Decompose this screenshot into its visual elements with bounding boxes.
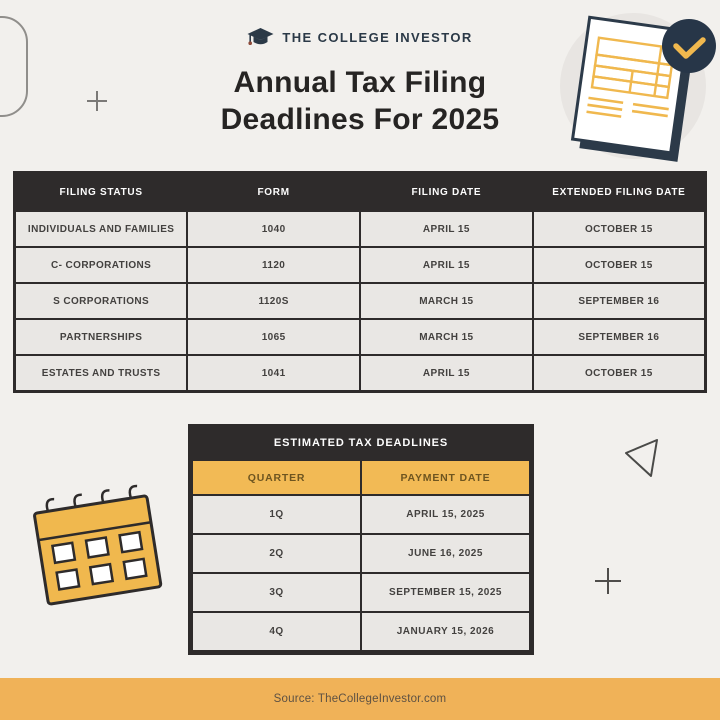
calendar-icon [22, 476, 182, 608]
table-cell: APRIL 15, 2025 [361, 495, 530, 534]
table-body [15, 211, 706, 392]
column-header: QUARTER [192, 460, 361, 495]
table-cell: 2Q [192, 534, 361, 573]
page-title-line1: Annual Tax Filing [233, 66, 487, 99]
estimated-tax-title: ESTIMATED TAX DEADLINES [273, 437, 449, 449]
table-cell: APRIL 15 [360, 211, 533, 247]
table-cell: OCTOBER 15 [533, 247, 706, 283]
table-cell: 4Q [192, 612, 361, 651]
table-cell: 1041 [187, 355, 360, 392]
table-row [192, 495, 530, 534]
table-cell: SEPTEMBER 16 [533, 283, 706, 319]
table-cell: MARCH 15 [360, 319, 533, 355]
column-header: FILING DATE [360, 173, 533, 212]
table-cell: PARTNERSHIPS [15, 319, 188, 355]
column-header: PAYMENT DATE [361, 460, 530, 495]
table-cell: SEPTEMBER 16 [533, 319, 706, 355]
table-cell: 1120 [187, 247, 360, 283]
table-header [15, 173, 706, 212]
column-header: FORM [187, 173, 360, 212]
table-cell: C- CORPORATIONS [15, 247, 188, 283]
table-cell: OCTOBER 15 [533, 211, 706, 247]
table-cell: 3Q [192, 573, 361, 612]
graduation-cap-icon [247, 27, 274, 48]
table-cell: APRIL 15 [360, 247, 533, 283]
estimated-tax-table [191, 459, 531, 652]
triangle-icon [620, 434, 668, 482]
table-cell: INDIVIDUALS AND FAMILIES [15, 211, 188, 247]
brand-name: THE COLLEGE INVESTOR [282, 30, 473, 45]
table-cell: SEPTEMBER 15, 2025 [361, 573, 530, 612]
filing-deadlines-table [13, 171, 707, 393]
header-row [192, 460, 530, 495]
table-row [192, 534, 530, 573]
table-row [15, 283, 706, 319]
check-icon [662, 19, 716, 73]
source-text: Source: TheCollegeInvestor.com [273, 693, 447, 705]
table-cell: 1040 [187, 211, 360, 247]
estimated-tax-table-wrap [188, 424, 534, 655]
table-cell: JUNE 16, 2025 [361, 534, 530, 573]
column-header: EXTENDED FILING DATE [533, 173, 706, 212]
table-cell: JANUARY 15, 2026 [361, 612, 530, 651]
table-cell: 1120S [187, 283, 360, 319]
table-row [15, 355, 706, 392]
source-footer [0, 678, 720, 720]
plus-icon [595, 568, 621, 594]
table-header [192, 460, 530, 495]
table-cell: ESTATES AND TRUSTS [15, 355, 188, 392]
table-cell: 1065 [187, 319, 360, 355]
table-cell: 1Q [192, 495, 361, 534]
table-row [192, 612, 530, 651]
table-row [192, 573, 530, 612]
table-body [192, 495, 530, 651]
table-cell: MARCH 15 [360, 283, 533, 319]
table-row [15, 319, 706, 355]
header-row [15, 173, 706, 212]
table-row [15, 211, 706, 247]
table-cell: OCTOBER 15 [533, 355, 706, 392]
table-row [15, 247, 706, 283]
table-cell: S CORPORATIONS [15, 283, 188, 319]
document-check-illustration [545, 6, 717, 162]
page-title-line2: Deadlines For 2025 [220, 103, 500, 136]
table-cell: APRIL 15 [360, 355, 533, 392]
column-header: FILING STATUS [15, 173, 188, 212]
